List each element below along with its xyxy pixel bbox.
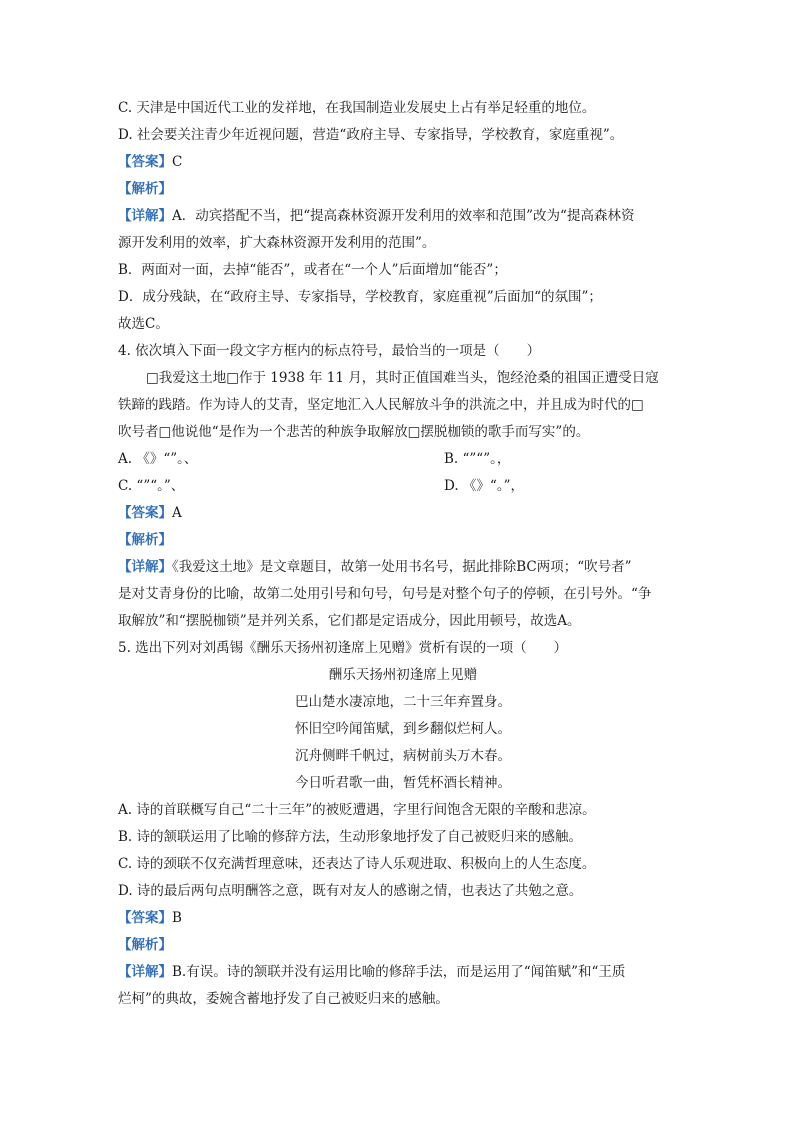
q5-option-a: A. 诗的首联概写自己“二十三年”的被贬遭遇，字里行间饱含无限的辛酸和悲凉。 <box>118 802 596 818</box>
q5-stem: 5. 选出下列对刘禹锡《酬乐天扬州初逢席上见赠》赏析有误的一项（ ） <box>118 640 568 656</box>
q4-passage-line: 铁蹄的践踏。作为诗人的艾青，坚定地汇入人民解放斗争的洪流之中，并且成为时代的□ <box>118 397 644 413</box>
answer-tag: 【答案】 <box>118 154 172 170</box>
detail-tag: 【详解】 <box>118 964 172 980</box>
q5-option-d: D. 诗的最后两句点明酬答之意，既有对友人的感谢之情，也表达了共勉之意。 <box>118 883 583 899</box>
q4-options-row <box>118 473 688 500</box>
q3-detail-line: 故选C。 <box>118 316 169 332</box>
q4-analysis <box>118 527 688 554</box>
answer-value: C <box>172 154 183 170</box>
q3-option-d: D. 社会要关注青少年近视问题，营造“政府主导、专家指导，学校教育，家庭重视”。 <box>118 127 624 143</box>
q4-option-d: D. 《》“。”， <box>444 478 524 494</box>
answer-tag: 【答案】 <box>118 505 172 521</box>
detail-tag: 【详解】 <box>118 208 172 224</box>
q5-detail-line: 【详解】B.有误。诗的颔联并没有运用比喻的修辞手法，而是运用了“闻笛赋”和“王质 <box>118 964 626 980</box>
q3-detail-line: D．成分残缺，在“政府主导、专家指导，学校教育，家庭重视”后面加“的氛围”； <box>118 289 602 305</box>
answer-tag: 【答案】 <box>118 910 172 926</box>
analysis-tag: 【解析】 <box>118 532 172 548</box>
poem-title: 酬乐天扬州初逢席上见赠 <box>328 667 478 683</box>
answer-value: B <box>172 910 182 926</box>
q3-analysis <box>118 176 688 203</box>
q3-detail-line: B．两面对一面，去掉“能否”，或者在“一个人”后面增加“能否”； <box>118 262 507 278</box>
answer-value: A <box>172 505 182 521</box>
detail-tag: 【详解】 <box>118 559 172 575</box>
q4-detail-line: 是对艾青身份的比喻，故第二处用引号和句号，句号是对整个句子的停顿，在引号外。“争 <box>118 586 652 602</box>
q3-answer <box>118 149 688 176</box>
q3-detail-line: 【详解】A．动宾搭配不当，把“提高森林资源开发利用的效率和范围”改为“提高森林资 <box>118 208 635 224</box>
q3-option-c: C. 天津是中国近代工业的发祥地，在我国制造业发展史上占有举足轻重的地位。 <box>118 100 596 116</box>
q5-answer <box>118 905 688 932</box>
q4-option-c: C. “”“。”、 <box>118 478 185 494</box>
analysis-tag: 【解析】 <box>118 937 172 953</box>
poem-line: 怀旧空吟闻笛赋，到乡翻似烂柯人。 <box>295 721 511 737</box>
q4-options-row <box>118 446 688 473</box>
q4-answer <box>118 500 688 527</box>
q3-detail-line: 源开发利用的效率，扩大森林资源开发利用的范围”。 <box>118 235 436 251</box>
q5-option-b: B. 诗的颔联运用了比喻的修辞方法，生动形象地抒发了自己被贬归来的感触。 <box>118 829 583 845</box>
q4-passage-line: □我爱这土地□作于 1938 年 11 月，其时正值国难当头，饱经沧桑的祖国正遭受日寇 <box>146 370 659 386</box>
q4-stem: 4. 依次填入下面一段文字方框内的标点符号，最恰当的一项是（ ） <box>118 343 541 359</box>
q4-option-b: B. “”“”。， <box>444 451 511 467</box>
document-page <box>118 95 688 1013</box>
q5-detail-line: 烂柯”的典故，委婉含蓄地抒发了自己被贬归来的感触。 <box>118 991 449 1007</box>
q5-option-c: C. 诗的颈联不仅充满哲理意味，还表达了诗人乐观进取、积极向上的人生态度。 <box>118 856 596 872</box>
poem-line: 今日听君歌一曲，暂凭杯酒长精神。 <box>295 775 511 791</box>
analysis-tag: 【解析】 <box>118 181 172 197</box>
q4-option-a: A. 《》“”。、 <box>118 451 198 467</box>
poem-line: 沉舟侧畔千帆过，病树前头万木春。 <box>295 748 511 764</box>
q5-analysis <box>118 932 688 959</box>
q4-passage-line: 吹号者□他说他“是作为一个悲苦的种族争取解放□摆脱枷锁的歌手而写实”的。 <box>118 424 590 440</box>
q4-detail-line: 取解放”和“摆脱枷锁”是并列关系，它们都是定语成分，因此用顿号，故选A。 <box>118 613 581 629</box>
q4-detail-line: 【详解】《我爱这土地》是文章题目，故第一处用书名号，据此排除BC两项；“吹号者” <box>118 559 632 575</box>
poem-line: 巴山楚水凄凉地，二十三年弃置身。 <box>295 694 511 710</box>
